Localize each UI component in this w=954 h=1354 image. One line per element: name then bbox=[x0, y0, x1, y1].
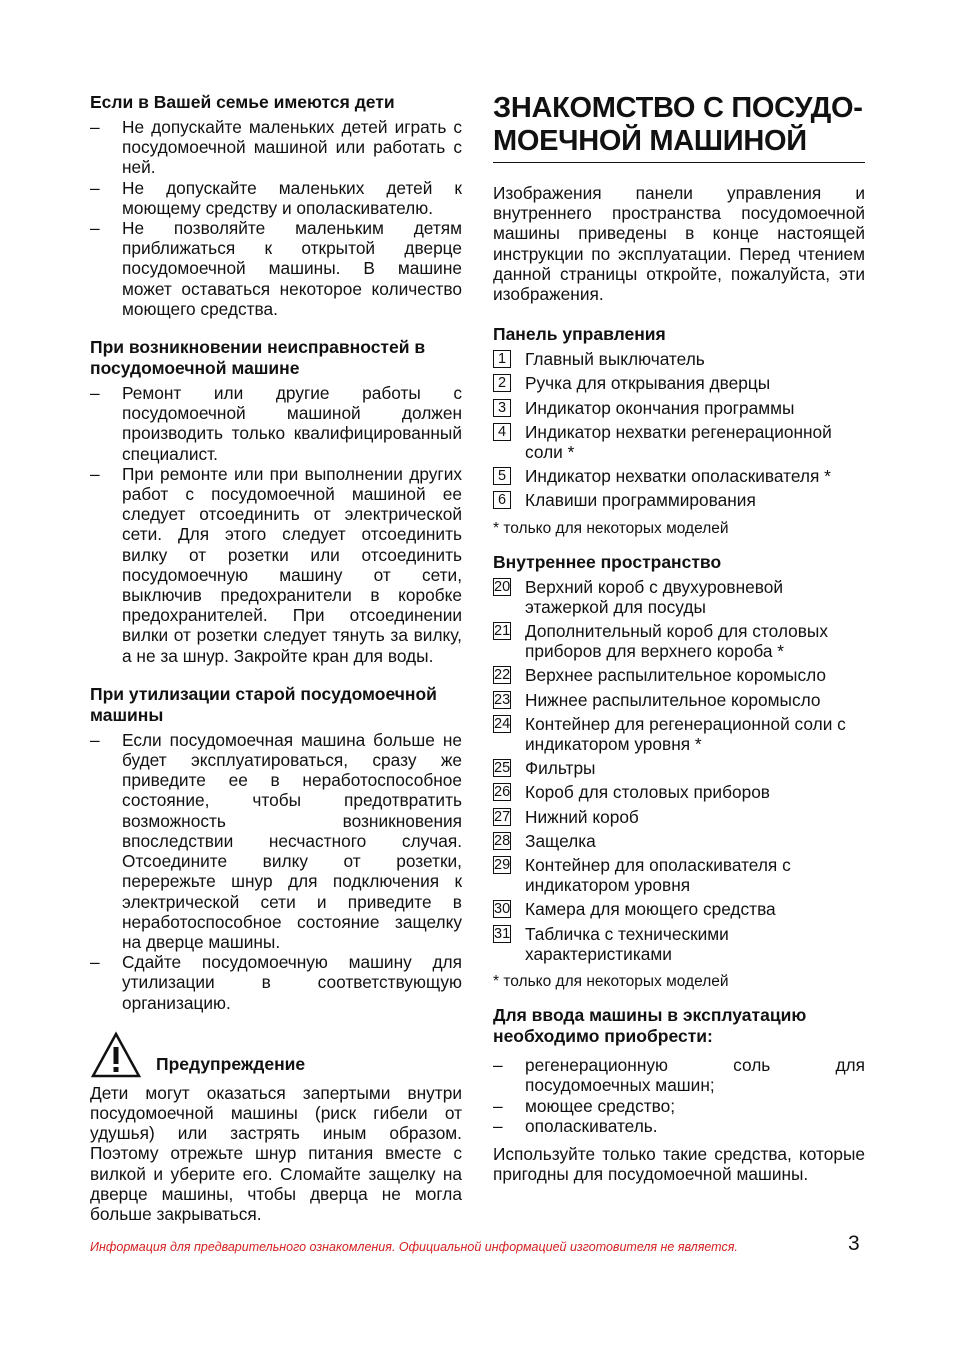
list-item bbox=[493, 373, 865, 393]
list-item: – Сдайте посудомоечную машину для утилизации в соответствующую организацию. bbox=[90, 952, 462, 1013]
page-number: 3 bbox=[848, 1232, 860, 1255]
item-number-box: 27 bbox=[494, 808, 511, 825]
list-item bbox=[493, 398, 865, 418]
item-number-box: 24 bbox=[494, 715, 511, 732]
list-item bbox=[493, 831, 865, 851]
interior-heading: Внутреннее пространство bbox=[493, 551, 722, 572]
list-item: – моющее средство; bbox=[493, 1096, 865, 1116]
list-item bbox=[493, 782, 865, 802]
item-text: Верхнее распылительное коромысло bbox=[525, 665, 826, 686]
page-title: ЗНАКОМСТВО С ПОСУДО-МОЕЧНОЙ МАШИНОЙ bbox=[493, 92, 865, 163]
warning-section bbox=[90, 1031, 462, 1224]
list-item bbox=[493, 422, 865, 462]
purchase-outro: Используйте только такие средства, которые пригодны для посудомоечной машины. bbox=[493, 1143, 865, 1185]
item-text: Главный выключатель bbox=[525, 349, 705, 370]
disposal-heading: При утилизации старой посудомоечной машины bbox=[90, 683, 437, 725]
models-note: * только для некоторых моделей bbox=[493, 519, 729, 537]
purchase-list bbox=[493, 1055, 865, 1136]
list-item bbox=[493, 621, 865, 661]
warning-text: Дети могут оказаться запертыми внутри посудомоечной машины (риск гибели от удушья) или застрять иным образом. Поэтому отрежьте шнур питания вместе с вилкой и уберите его. Сломайте защелку на дверце машины, чтобы дверца не могла больше закрываться. bbox=[90, 1082, 462, 1224]
list-item bbox=[493, 665, 865, 685]
item-number-box: 2 bbox=[493, 374, 511, 392]
item-number-box: 6 bbox=[493, 491, 511, 509]
item-number-box: 4 bbox=[493, 423, 511, 441]
list-item bbox=[493, 690, 865, 710]
faults-section bbox=[90, 337, 462, 666]
list-item bbox=[493, 577, 865, 617]
list-item: – Не допускайте маленьких детей к моющему средству и ополаскивателю. bbox=[90, 178, 462, 218]
disposal-section bbox=[90, 684, 462, 1013]
warning-title: Предупреждение bbox=[156, 1053, 306, 1074]
item-text: Ручка для открывания дверцы bbox=[525, 373, 771, 394]
list-item: – Если посудомоечная машина больше не будет эксплуатироваться, сразу же приведите ее в неработоспособное состояние, чтобы предотвратить возможность возникновения впоследствии несчастного случая. Отсоедините вилку от розетки, перережьте шнур для подключения к электрической сети и приведите в неработоспособное состояние защелку на дверце машины. bbox=[90, 730, 462, 952]
item-number-box: 26 bbox=[494, 784, 511, 801]
children-heading: Если в Вашей семье имеются дети bbox=[90, 92, 395, 112]
list-item bbox=[493, 899, 865, 919]
item-number-box: 28 bbox=[494, 832, 511, 849]
item-number-box: 29 bbox=[494, 857, 511, 874]
list-item bbox=[493, 349, 865, 369]
item-text: Короб для столовых приборов bbox=[525, 782, 770, 803]
list-item: – При ремонте или при выполнении других работ с посудомоечной машиной ее следует отсоединить от электрической сети. Для этого следует отсоединить вилку от розетки или отсоединить посудомоечную машину от сети, выключив предохранители в коробке предохранителей. При отсоединении вилки от розетки следует тянуть за вилку, а не за шнур. Закройте кран для воды. bbox=[90, 464, 462, 666]
item-text: Клавиши программирования bbox=[525, 490, 756, 511]
item-text: Верхний короб с двухуровневой этажеркой для посуды bbox=[525, 576, 783, 617]
disclaimer-footer: Информация для предварительного ознакомления. Официальной информацией изготовителя не является. bbox=[90, 1240, 738, 1254]
list-item: – Не допускайте маленьких детей играть с посудомоечной машиной или работать с ней. bbox=[90, 117, 462, 178]
item-number-box: 20 bbox=[494, 578, 511, 595]
list-item bbox=[493, 807, 865, 827]
disposal-list bbox=[90, 730, 462, 1013]
warning-triangle-icon bbox=[90, 1031, 142, 1079]
item-number-box: 30 bbox=[494, 901, 511, 918]
item-number-box: 1 bbox=[493, 350, 511, 368]
list-item: – ополаскиватель. bbox=[493, 1116, 865, 1136]
children-section bbox=[90, 92, 462, 319]
list-item bbox=[493, 466, 865, 486]
item-number-box: 31 bbox=[494, 925, 511, 942]
purchase-heading: Для ввода машины в эксплуатацию необходимо приобрести: bbox=[493, 1005, 807, 1047]
item-text: Контейнер для регенерационной соли с индикатором уровня * bbox=[525, 713, 846, 755]
item-number-box: 3 bbox=[493, 399, 511, 417]
item-text: Защелка bbox=[525, 830, 596, 851]
item-text: Нижний короб bbox=[525, 806, 639, 827]
purchase-section bbox=[493, 1005, 865, 1184]
list-item bbox=[493, 924, 865, 964]
item-number-box: 25 bbox=[494, 760, 511, 777]
list-item bbox=[493, 758, 865, 778]
item-text: Индикатор нехватки регенерационной соли * bbox=[525, 421, 832, 463]
control-panel-heading: Панель управления bbox=[493, 324, 666, 345]
interior-list bbox=[493, 577, 865, 964]
list-item: – Ремонт или другие работы с посудомоечной машиной должен производить только квалифицированный специалист. bbox=[90, 383, 462, 464]
item-text: Камера для моющего средства bbox=[525, 899, 776, 920]
children-list bbox=[90, 117, 462, 319]
item-text: Контейнер для ополаскивателя с индикатором уровня bbox=[525, 855, 791, 896]
item-text: Индикатор окончания программы bbox=[525, 397, 795, 418]
list-item: – регенерационную соль для посудомоечных машин; bbox=[493, 1055, 865, 1095]
control-panel-section bbox=[493, 324, 865, 537]
item-text: Индикатор нехватки ополаскивателя * bbox=[525, 466, 831, 487]
item-text: Табличка с техническими характеристиками bbox=[525, 923, 729, 964]
item-text: Нижнее распылительное коромысло bbox=[525, 689, 821, 710]
item-text: Дополнительный короб для столовых приборов для верхнего короба * bbox=[525, 621, 828, 662]
item-number-box: 5 bbox=[493, 467, 511, 485]
control-panel-list bbox=[493, 349, 865, 510]
interior-section bbox=[493, 552, 865, 991]
item-number-box: 21 bbox=[494, 623, 511, 640]
faults-heading: При возникновении неисправностей в посудомоечной машине bbox=[90, 337, 426, 379]
warning-header bbox=[90, 1031, 462, 1079]
intro-text: Изображения панели управления и внутреннего пространства посудомоечной машины приведены в конце настоящей инструкции по эксплуатации. Перед чтением данной страницы откройте, пожалуйста, эти изображения. bbox=[493, 183, 865, 305]
list-item bbox=[493, 714, 865, 754]
left-column bbox=[90, 92, 462, 1224]
item-number-box: 22 bbox=[494, 667, 511, 684]
item-text: Фильтры bbox=[525, 758, 596, 779]
list-item: – Не позволяйте маленьким детям приближаться к открытой дверце посудомоечной машины. В машине может оставаться некоторое количество моющего средства. bbox=[90, 218, 462, 319]
list-item bbox=[493, 490, 865, 510]
item-number-box: 23 bbox=[494, 691, 511, 708]
right-column bbox=[493, 92, 865, 1184]
list-item bbox=[493, 855, 865, 895]
faults-list bbox=[90, 383, 462, 666]
models-note: * только для некоторых моделей bbox=[493, 973, 729, 991]
